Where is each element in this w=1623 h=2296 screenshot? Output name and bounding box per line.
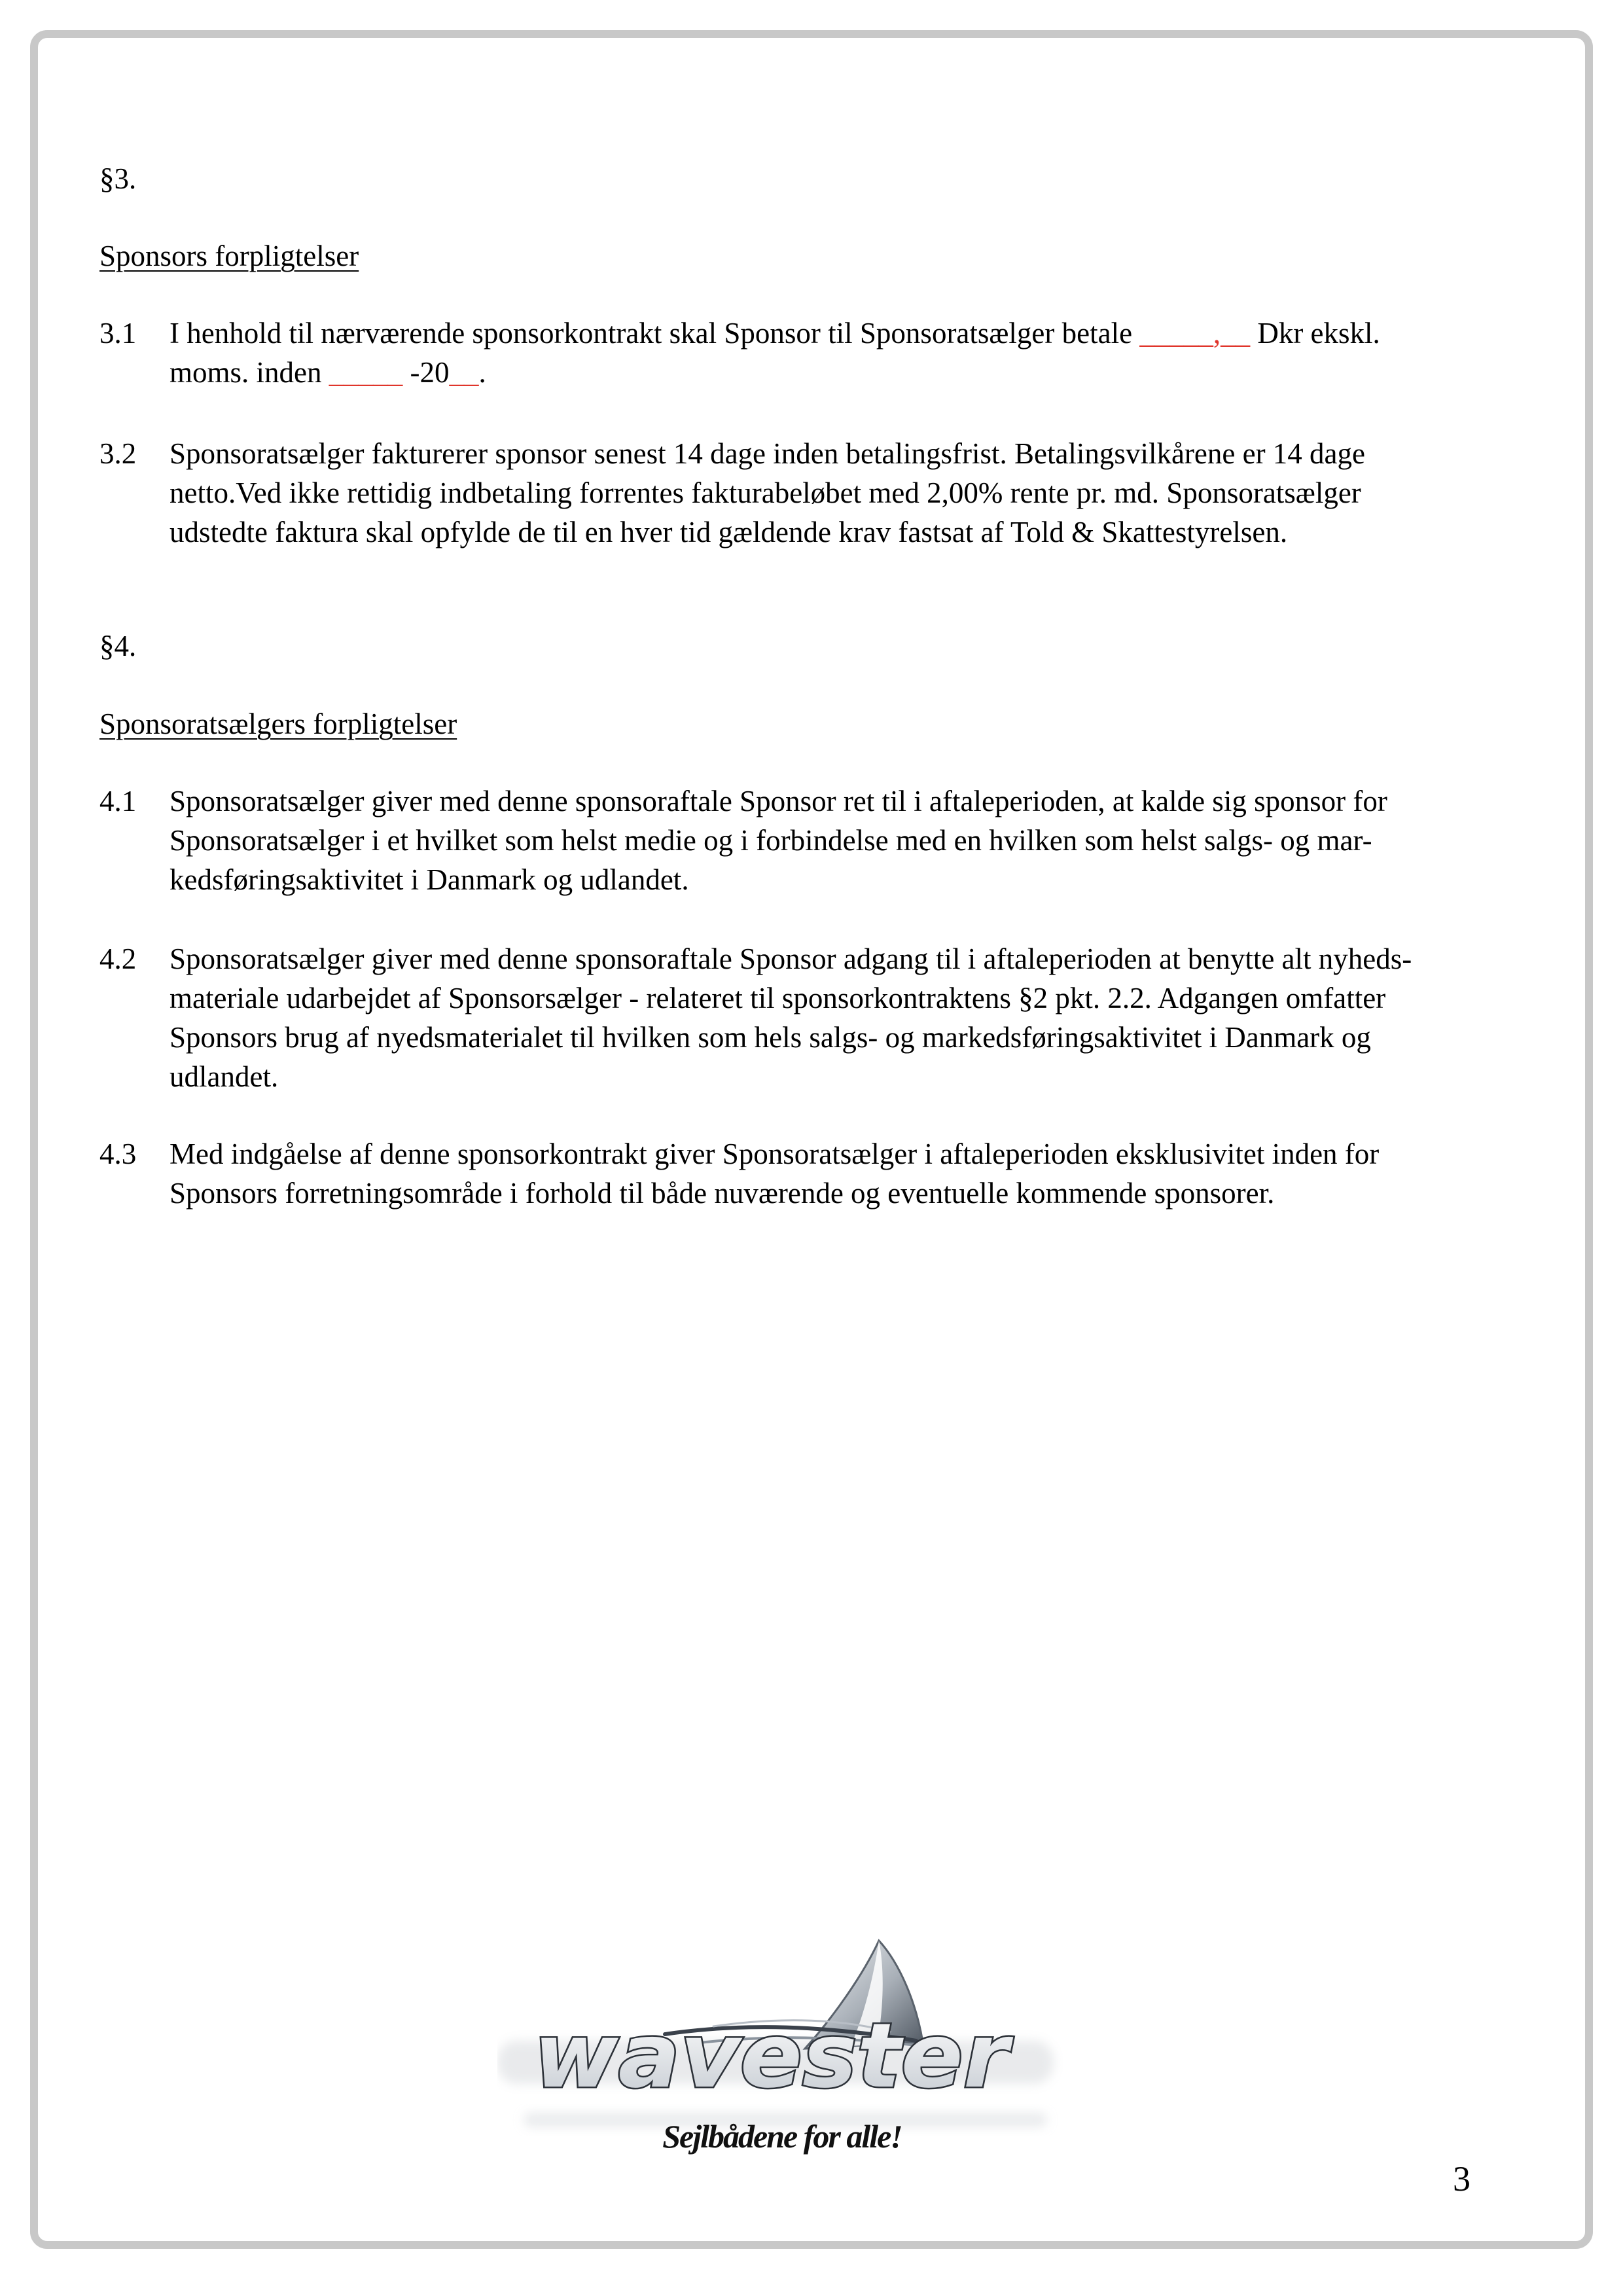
logo-tagline: Sejlbådene for alle! — [662, 2118, 902, 2155]
clause-line: Sponsoratsælger giver med denne sponsoraftale Sponsor ret til i aftaleperioden, at kalde sig sponsor for — [169, 785, 1387, 817]
section-heading: Sponsoratsælgers forpligtelser — [99, 708, 457, 740]
clause-line — [169, 353, 1380, 392]
text-segment: I henhold til nærværende sponsorkontrakt skal Sponsor til Sponsoratsælger betale — [169, 317, 1140, 350]
clause-line — [169, 314, 1380, 353]
year-blank: __ — [449, 356, 479, 389]
clause-line: Sponsors brug af nyedsmaterialet til hvilken som hels salgs- og markedsføringsaktivitet i Danmark og — [169, 1021, 1371, 1054]
clause-line: kedsføringsaktivitet i Danmark og udlandet. — [169, 863, 689, 896]
text-segment: . — [478, 356, 486, 389]
section-marker: §3. — [99, 162, 137, 195]
clause-line: Sponsoratsælger i et hvilket som helst medie og i forbindelse med en hvilken som helst salgs- og mar- — [169, 824, 1372, 857]
clause-text — [169, 781, 1387, 899]
clause-number: 3.1 — [99, 317, 137, 350]
clause-line: Med indgåelse af denne sponsorkontrakt giver Sponsoratsælger i aftaleperioden eksklusivitet inden for — [169, 1138, 1380, 1170]
section-heading: Sponsors forpligtelser — [99, 240, 359, 272]
clause-line: netto.Ved ikke rettidig indbetaling forrentes fakturabeløbet med 2,00% rente pr. md. Sponsoratsælger — [169, 476, 1361, 509]
clause-line: Sponsors forretningsområde i forhold til både nuværende og eventuelle kommende sponsorer. — [169, 1177, 1275, 1210]
clause-number: 4.2 — [99, 942, 137, 975]
clause-line: Sponsoratsælger fakturerer sponsor senest 14 dage inden betalingsfrist. Betalingsvilkårene er 14 dage — [169, 437, 1366, 470]
clause-text — [169, 314, 1380, 392]
text-segment: -20 — [402, 356, 450, 389]
section-marker: §4. — [99, 630, 137, 662]
logo-wordmark: wavester — [533, 2005, 1014, 2108]
clause-text — [169, 434, 1365, 552]
clause-text — [169, 1134, 1379, 1213]
page-number: 3 — [1453, 2159, 1471, 2198]
date-blank: _____ — [329, 356, 403, 389]
clause-text — [169, 939, 1412, 1096]
clause-line: udstedte faktura skal opfylde de til en hver tid gældende krav fastsat af Told & Skattestyrelsen. — [169, 516, 1288, 548]
clause-number: 4.3 — [99, 1138, 137, 1170]
clause-number: 4.1 — [99, 785, 137, 817]
amount-blank: _____,__ — [1139, 317, 1251, 350]
clause-line: Sponsoratsælger giver med denne sponsoraftale Sponsor adgang til i aftaleperioden at benytte alt nyheds- — [169, 942, 1412, 975]
text-segment: moms. inden — [169, 356, 329, 389]
clause-number: 3.2 — [99, 437, 137, 470]
wavester-logo — [497, 1924, 1086, 2140]
text-segment: Dkr ekskl. — [1250, 317, 1380, 350]
clause-line: materiale udarbejdet af Sponsorsælger - relateret til sponsorkontraktens §2 pkt. 2.2. Adgangen omfatter — [169, 982, 1386, 1014]
clause-line: udlandet. — [169, 1060, 279, 1093]
